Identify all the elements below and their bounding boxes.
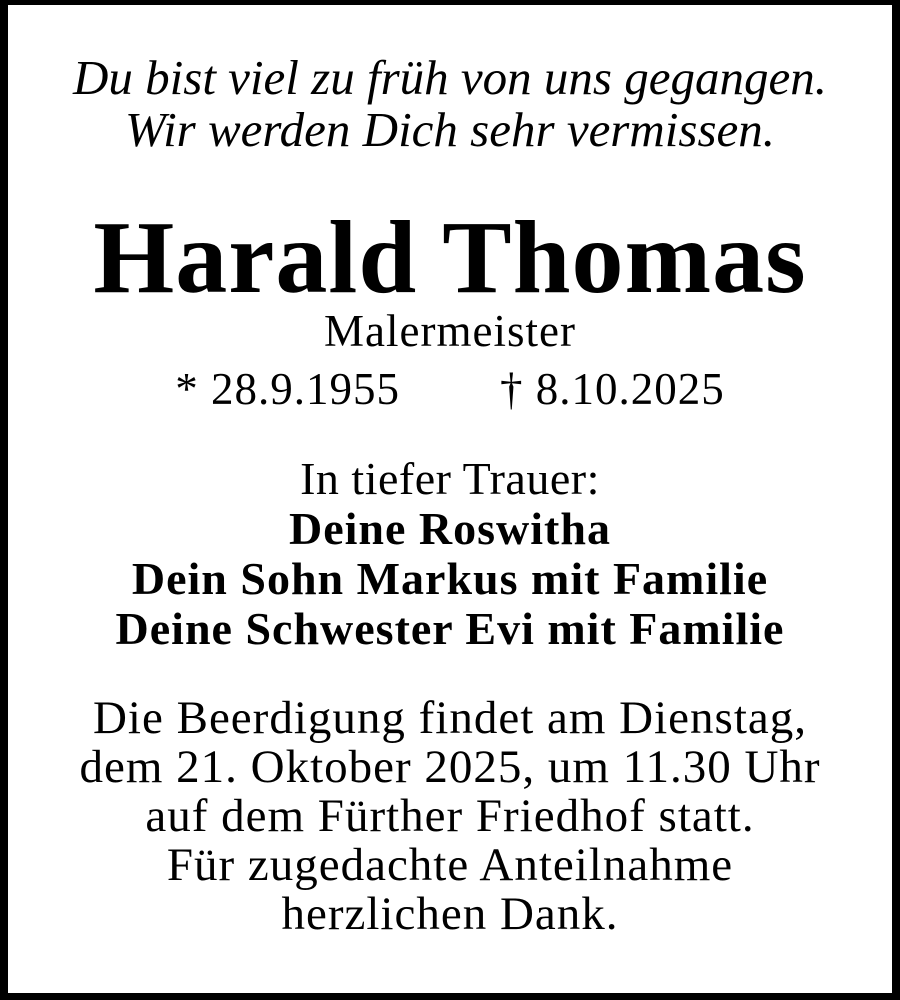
- epigraph-line-2: Wir werden Dich sehr vermissen.: [124, 102, 776, 157]
- death-date: [500, 364, 725, 414]
- birth-date-value: 28.9.1955: [211, 364, 400, 414]
- mourning-intro: In tiefer Trauer:: [300, 453, 600, 504]
- epigraph-line-1: Du bist viel zu früh von uns gegangen.: [73, 50, 827, 105]
- mourning-block: [8, 454, 892, 654]
- died-cross-icon: †: [500, 364, 524, 414]
- mourner-2: Dein Sohn Markus mit Familie: [131, 553, 769, 604]
- funeral-line-5: herzlichen Dank.: [281, 888, 619, 940]
- deceased-name: Harald Thomas: [93, 200, 807, 315]
- profession: Malermeister: [324, 306, 576, 356]
- funeral-line-3: auf dem Fürther Friedhof statt.: [145, 790, 755, 842]
- funeral-announcement: [8, 694, 892, 939]
- mourner-3: Deine Schwester Evi mit Familie: [115, 603, 785, 654]
- birth-date: [175, 364, 400, 414]
- born-asterisk-icon: *: [175, 364, 199, 414]
- funeral-line-1: Die Beerdigung findet am Dienstag,: [92, 692, 807, 744]
- death-date-value: 8.10.2025: [535, 364, 725, 414]
- mourner-1: Deine Roswitha: [289, 503, 611, 554]
- epigraph: [8, 52, 892, 156]
- funeral-line-2: dem 21. Oktober 2025, um 11.30 Uhr: [79, 741, 821, 793]
- life-dates: [8, 364, 892, 414]
- funeral-line-4: Für zugedachte Anteilnahme: [166, 839, 734, 891]
